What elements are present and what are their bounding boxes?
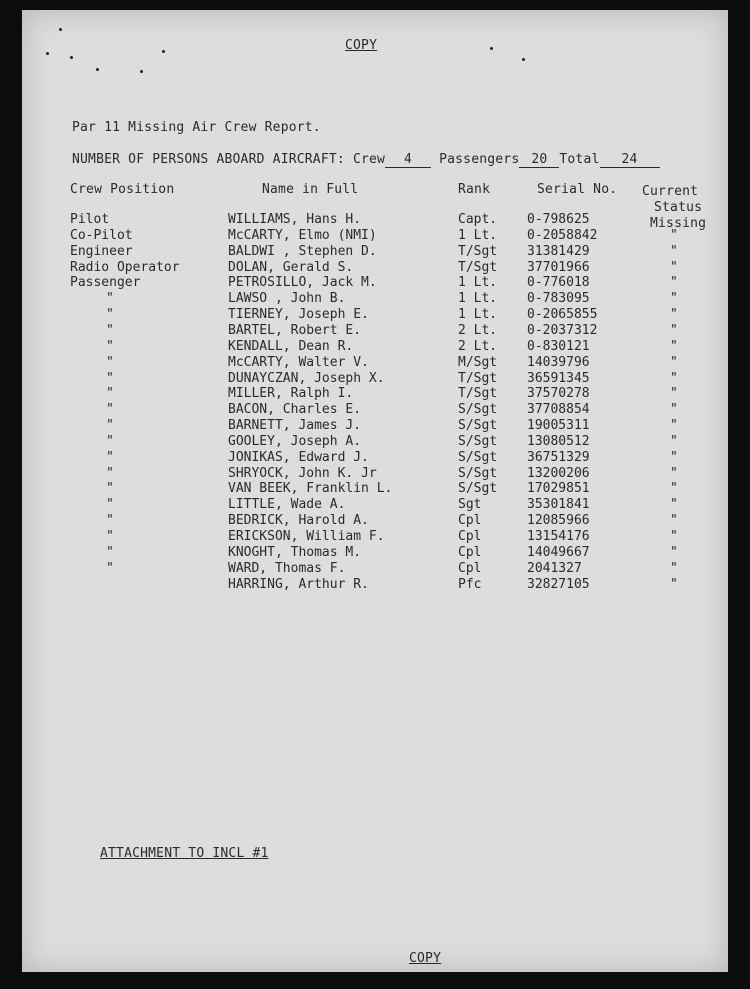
crew-count: 4: [385, 152, 431, 168]
crew-serial: 13080512: [527, 433, 590, 449]
crew-name: BACON, Charles E.: [228, 402, 362, 418]
crew-rank: 1 Lt.: [458, 307, 498, 323]
crew-status: ": [670, 275, 678, 291]
crew-serial: 13200206: [527, 465, 590, 481]
crew-name: TIERNEY, Joseph E.: [228, 307, 369, 323]
crew-name: JONIKAS, Edward J.: [228, 449, 369, 465]
crew-name: WILLIAMS, Hans H.: [228, 212, 362, 227]
crew-name: McCARTY, Walter V.: [228, 354, 369, 370]
crew-serial: 0-776018: [527, 275, 590, 291]
crew-rank: T/Sgt: [458, 243, 498, 259]
crew-rank: T/Sgt: [458, 370, 498, 386]
crew-serial: 0-2058842: [527, 227, 598, 243]
passengers-label: Passengers: [439, 152, 520, 167]
passengers-count: 20: [519, 152, 559, 168]
crew-rank: Cpl: [458, 544, 482, 560]
crew-name: WARD, Thomas F.: [228, 560, 346, 576]
crew-serial: 0-2065855: [527, 307, 598, 323]
crew-status: ": [670, 465, 678, 481]
crew-rank: Cpl: [458, 513, 482, 529]
crew-rank: S/Sgt: [458, 402, 498, 418]
crew-rank: S/Sgt: [458, 465, 498, 481]
crew-rank: M/Sgt: [458, 354, 498, 370]
persons-aboard-label: NUMBER OF PERSONS ABOARD AIRCRAFT:: [72, 152, 345, 167]
crew-position: ": [106, 560, 114, 576]
crew-name: KNOGHT, Thomas M.: [228, 544, 362, 560]
crew-name: McCARTY, Elmo (NMI): [228, 227, 377, 243]
crew-name: GOOLEY, Joseph A.: [228, 433, 362, 449]
crew-status: ": [670, 497, 678, 513]
crew-label: Crew: [352, 152, 386, 167]
crew-rank: Cpl: [458, 529, 482, 544]
crew-name: KENDALL, Dean R.: [228, 338, 354, 354]
crew-serial: 36591345: [527, 370, 590, 386]
crew-serial: 35301841: [527, 497, 590, 513]
crew-rank: Cpl: [458, 560, 482, 576]
crew-position: ": [106, 386, 114, 402]
crew-serial: 14049667: [527, 544, 590, 560]
crew-serial: 37708854: [527, 402, 590, 418]
crew-position: ": [106, 291, 114, 307]
crew-rank: S/Sgt: [458, 449, 498, 465]
crew-status: ": [670, 576, 678, 592]
crew-status: ": [670, 560, 678, 576]
crew-serial: 17029851: [527, 481, 590, 497]
column-header-serial: Serial No.: [537, 182, 618, 197]
crew-status: ": [670, 402, 678, 418]
crew-position: ": [106, 307, 114, 323]
status-missing: Missing: [650, 216, 707, 231]
crew-position: ": [106, 481, 114, 497]
column-header-name: Name in Full: [262, 182, 359, 197]
crew-serial: 13154176: [527, 529, 590, 544]
crew-position: Radio Operator: [70, 259, 180, 275]
column-header-position: Crew Position: [70, 182, 175, 197]
crew-serial: 37570278: [527, 386, 590, 402]
crew-status: ": [670, 227, 678, 243]
crew-name: VAN BEEK, Franklin L.: [228, 481, 393, 497]
crew-rank: S/Sgt: [458, 418, 498, 434]
crew-position: Pilot: [70, 212, 110, 227]
crew-position: ": [106, 513, 114, 529]
crew-position: ": [106, 529, 114, 544]
crew-rank: T/Sgt: [458, 386, 498, 402]
crew-rank: 1 Lt.: [458, 291, 498, 307]
crew-name: SHRYOCK, John K. Jr: [228, 465, 377, 481]
crew-rank: 2 Lt.: [458, 322, 498, 338]
crew-position: Passenger: [70, 275, 141, 291]
crew-position: ": [106, 370, 114, 386]
crew-position: ": [106, 544, 114, 560]
crew-status: ": [670, 338, 678, 354]
crew-rank: 2 Lt.: [458, 338, 498, 354]
crew-serial: 0-798625: [527, 212, 590, 227]
crew-status: ": [670, 322, 678, 338]
crew-position: Co-Pilot: [70, 227, 133, 243]
crew-position: ": [106, 433, 114, 449]
crew-status: ": [670, 433, 678, 449]
crew-status: ": [670, 259, 678, 275]
crew-serial: 0-2037312: [527, 322, 598, 338]
crew-rank: S/Sgt: [458, 433, 498, 449]
crew-status: ": [670, 243, 678, 259]
crew-rank: S/Sgt: [458, 481, 498, 497]
crew-position: ": [106, 322, 114, 338]
crew-status: ": [670, 481, 678, 497]
crew-position: ": [106, 449, 114, 465]
crew-name: LITTLE, Wade A.: [228, 497, 346, 513]
crew-name: BEDRICK, Harold A.: [228, 513, 369, 529]
crew-serial: 36751329: [527, 449, 590, 465]
crew-rank: Pfc: [458, 576, 482, 592]
crew-status: ": [670, 386, 678, 402]
total-count: 24: [600, 152, 660, 168]
crew-status: ": [670, 307, 678, 323]
crew-rank: 1 Lt.: [458, 275, 498, 291]
crew-position: ": [106, 465, 114, 481]
crew-rank: 1 Lt.: [458, 227, 498, 243]
document-page: [22, 10, 728, 972]
crew-serial: 0-830121: [527, 338, 590, 354]
crew-serial: 12085966: [527, 513, 590, 529]
crew-position: ": [106, 402, 114, 418]
crew-name: LAWSO , John B.: [228, 291, 346, 307]
crew-position: ": [106, 418, 114, 434]
crew-status: ": [670, 418, 678, 434]
report-title: Par 11 Missing Air Crew Report.: [72, 120, 321, 135]
crew-name: DOLAN, Gerald S.: [228, 259, 354, 275]
crew-name: MILLER, Ralph I.: [228, 386, 354, 402]
crew-name: BARTEL, Robert E.: [228, 322, 362, 338]
crew-name: DUNAYCZAN, Joseph X.: [228, 370, 385, 386]
crew-position: Engineer: [70, 243, 133, 259]
crew-position: ": [106, 338, 114, 354]
crew-serial: 14039796: [527, 354, 590, 370]
crew-status: ": [670, 529, 678, 544]
crew-serial: 19005311: [527, 418, 590, 434]
crew-serial: 0-783095: [527, 291, 590, 307]
crew-serial: 31381429: [527, 243, 590, 259]
attachment-note: ATTACHMENT TO INCL #1: [100, 846, 269, 861]
column-header-rank: Rank: [458, 182, 491, 197]
crew-rank: Sgt: [458, 497, 482, 513]
crew-serial: 32827105: [527, 576, 590, 592]
column-header-status-line2: Status: [654, 200, 703, 215]
crew-status: ": [670, 513, 678, 529]
copy-header: COPY: [345, 38, 378, 53]
crew-name: BALDWI , Stephen D.: [228, 243, 377, 259]
crew-status: ": [670, 370, 678, 386]
crew-status: ": [670, 544, 678, 560]
crew-name: BARNETT, James J.: [228, 418, 362, 434]
crew-position: ": [106, 497, 114, 513]
total-label: Total: [559, 152, 600, 167]
crew-rank: Capt.: [458, 212, 498, 227]
crew-status: ": [670, 291, 678, 307]
copy-footer: COPY: [409, 951, 442, 966]
crew-rank: T/Sgt: [458, 259, 498, 275]
crew-serial: 2041327: [527, 560, 582, 576]
crew-status: ": [670, 354, 678, 370]
crew-name: HARRING, Arthur R.: [228, 576, 369, 592]
crew-position: ": [106, 354, 114, 370]
crew-name: ERICKSON, William F.: [228, 529, 385, 544]
crew-status: ": [670, 449, 678, 465]
crew-name: PETROSILLO, Jack M.: [228, 275, 377, 291]
column-header-status: Current: [642, 184, 699, 199]
crew-serial: 37701966: [527, 259, 590, 275]
crew-table: [22, 10, 728, 610]
